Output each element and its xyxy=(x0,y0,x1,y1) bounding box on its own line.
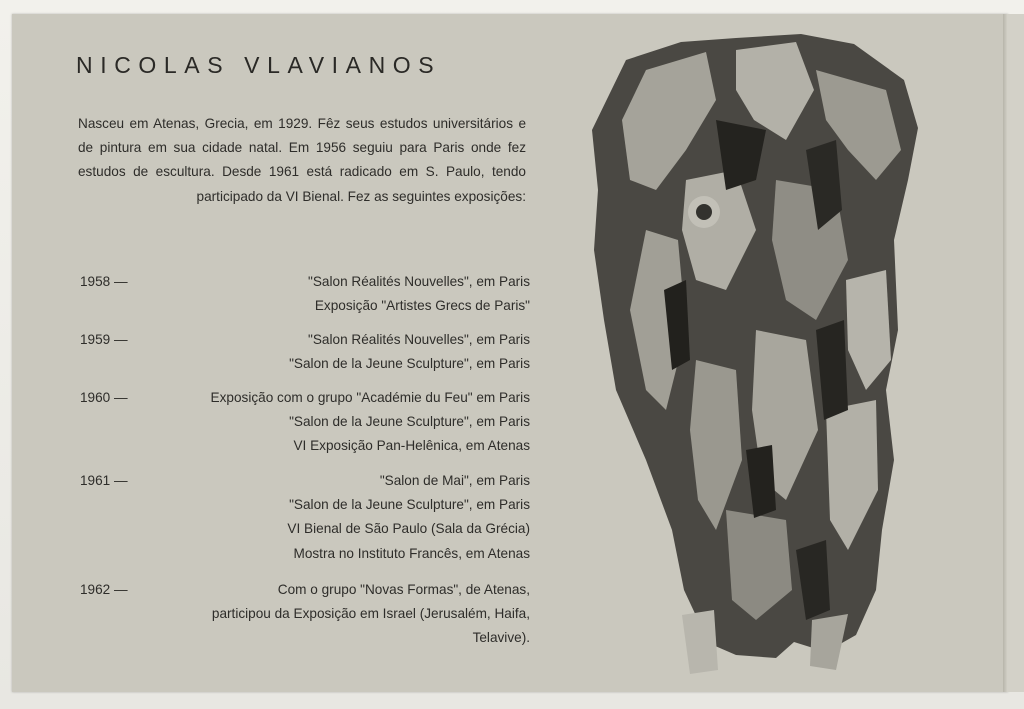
exhibition-entry-1958 xyxy=(80,270,530,318)
sculpture-photo xyxy=(586,30,926,675)
exhibition-line: "Salon Réalités Nouvelles", em Paris xyxy=(308,274,530,289)
sculpture-illustration xyxy=(586,30,926,675)
exhibition-entry-1961 xyxy=(80,469,530,566)
exhibition-line: "Salon de la Jeune Sculpture", em Paris xyxy=(289,497,530,513)
exhibition-year: 1962 — xyxy=(80,582,128,597)
exhibition-entry-1960 xyxy=(80,386,530,459)
exhibition-year: 1960 — xyxy=(80,390,128,405)
exhibition-line: participou da Exposição em Israel (Jerusalém, Haifa, xyxy=(211,606,530,622)
exhibition-line: VI Exposição Pan-Helênica, em Atenas xyxy=(293,438,530,454)
exhibition-entry-1962 xyxy=(80,578,530,651)
exhibition-line: Mostra no Instituto Francês, em Atenas xyxy=(293,545,530,561)
exhibition-line: Telavive). xyxy=(472,630,530,646)
exhibition-year: 1961 — xyxy=(80,473,128,488)
exhibition-year: 1958 — xyxy=(80,274,128,289)
exhibition-line: Exposição com o grupo "Académie du Feu" em Paris xyxy=(210,390,530,405)
exhibition-line: "Salon Réalités Nouvelles", em Paris xyxy=(308,332,530,347)
exhibition-year: 1959 — xyxy=(80,332,128,347)
exhibition-line: Exposição "Artistes Grecs de Paris" xyxy=(314,298,530,314)
card-flap xyxy=(1008,14,1024,692)
exhibition-entry-1959 xyxy=(80,328,530,376)
artist-name-title: NICOLAS VLAVIANOS xyxy=(76,52,442,78)
exhibition-line: "Salon de Mai", em Paris xyxy=(379,473,530,488)
artist-biography: Nasceu em Atenas, Grecia, em 1929. Fêz seus estudos universitários e de pintura em sua cidade natal. Em 1956 seguiu para Paris onde fez estudos de escultura. Desde 1961 está radicado em S. Paulo, tendo participado da VI Bienal. Fez as seguintes exposições: xyxy=(78,116,526,204)
exhibition-line: "Salon de la Jeune Sculpture", em Paris xyxy=(289,414,530,430)
exhibition-line: Com o grupo "Novas Formas", de Atenas, xyxy=(277,582,530,597)
exhibition-line: VI Bienal de São Paulo (Sala da Grécia) xyxy=(287,521,530,537)
exhibition-line: "Salon de la Jeune Sculpture", em Paris xyxy=(289,356,530,372)
